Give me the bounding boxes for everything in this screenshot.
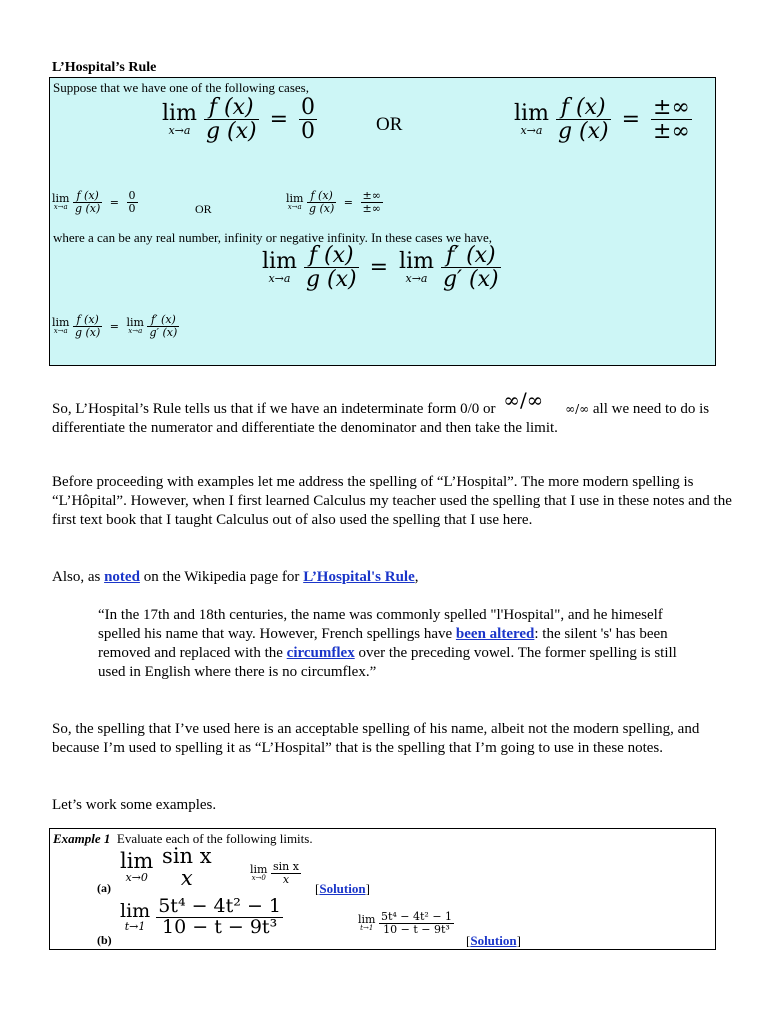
example-a-label: (a) xyxy=(97,881,111,895)
example-heading: Example 1 Evaluate each of the following limits. xyxy=(53,831,313,846)
example-a-solution-link[interactable]: Solution xyxy=(319,881,366,896)
example-b-solution: [Solution] xyxy=(466,933,521,948)
or-small: OR xyxy=(195,202,212,216)
definition-box xyxy=(49,77,716,366)
page-title: L’Hospital’s Rule xyxy=(52,60,157,75)
or-large: OR xyxy=(376,114,403,135)
case-zero-over-zero-small: lim x→a $\frac{f (x)}{g (x)}$ = $\frac{0}{0}$ xyxy=(52,189,136,215)
example-b-large: lim t→1 $\frac{\text{5t⁴ − 4t² − 1}}{\text{10 − t − 9t³}}$ xyxy=(120,895,281,938)
wikipedia-quote: “In the 17th and 18th centuries, the name was commonly spelled "l'Hospital", and he himeself spelled his name that way. However, French spellings have been altered: the silent 's' has been removed and replaced with the circumflex over the preceding vowel. The former spelling is still used in English where there is no circumflex.” xyxy=(98,607,677,680)
example-b-small: lim t→1 $\frac{\text{5t⁴ − 4t² − 1}}{\text{10 − t − 9t³}}$ xyxy=(358,910,453,936)
rule-small: lim x→a $\frac{f (x)}{g (x)}$ = lim x→a $\frac{f' (x)}{g' (x)}$ xyxy=(52,313,178,339)
paragraph-examples-intro: Let’s work some examples. xyxy=(52,797,217,813)
case-inf-over-inf-large: lim x→a $\frac{f (x)}{g (x)}$ = $\frac{\pm\infty}{\pm\infty}$ xyxy=(514,95,690,145)
circumflex-link[interactable]: circumflex xyxy=(286,645,355,661)
example-b-label: (b) xyxy=(97,933,112,947)
lhospital-rule-link[interactable]: L’Hospital's Rule xyxy=(303,569,415,585)
inf-over-inf-symbol-small: ∞/∞ xyxy=(565,402,590,416)
where-text: where a can be any real number, infinity or negative infinity. In these cases we have, xyxy=(53,230,493,245)
case-inf-over-inf-small: lim x→a $\frac{f (x)}{g (x)}$ = $\frac{\pm\infty}{\pm\infty}$ xyxy=(286,189,381,215)
been-altered-link[interactable]: been altered xyxy=(455,626,535,642)
example-b-solution-link[interactable]: Solution xyxy=(470,933,517,948)
example-a-large: lim x→0 sin x x xyxy=(120,844,212,891)
noted-link[interactable]: noted xyxy=(104,569,140,585)
example-a-solution: [Solution] xyxy=(315,881,370,896)
example-a-small: lim x→0 $\frac{\text{sin x}}{x}$ xyxy=(250,860,299,886)
case-zero-over-zero-large: lim x→a $\frac{f (x)}{g (x)}$ = $\frac{0}{0}$ xyxy=(162,95,316,145)
example-1-box xyxy=(49,828,716,950)
paragraph-acceptable-spelling: So, the spelling that I’ve used here is an acceptable spelling of his name, albeit not the modern spelling, and because I’m used to spelling it as “L’Hospital” that is the spelling that I’m going to use in these notes. xyxy=(52,721,700,756)
rule-large: lim x→a $\frac{f (x)}{g (x)}$ = lim x→a $\frac{f' (x)}{g' (x)}$ xyxy=(262,243,499,293)
intro-text: Suppose that we have one of the following cases, xyxy=(53,80,309,95)
paragraph-spelling: Before proceeding with examples let me address the spelling of “L’Hospital”. The more modern spelling is “L’Hôpital”. However, when I first learned Calculus my teacher used the spelling that I use in these notes and the first text book that I taught Calculus out of also used the spelling that I use here. xyxy=(52,474,732,528)
inf-over-inf-symbol-large: ∞/∞ xyxy=(503,388,544,412)
paragraph-wikipedia: Also, as noted on the Wikipedia page for L’Hospital's Rule, xyxy=(52,569,419,585)
paragraph-indeterminate: So, L’Hospital’s Rule tells us that if we have an indeterminate form 0/0 or ∞/∞ ∞/∞ all we need to do is differentiate the numerator and differentiate the denominator and then take the limit. xyxy=(52,388,710,436)
